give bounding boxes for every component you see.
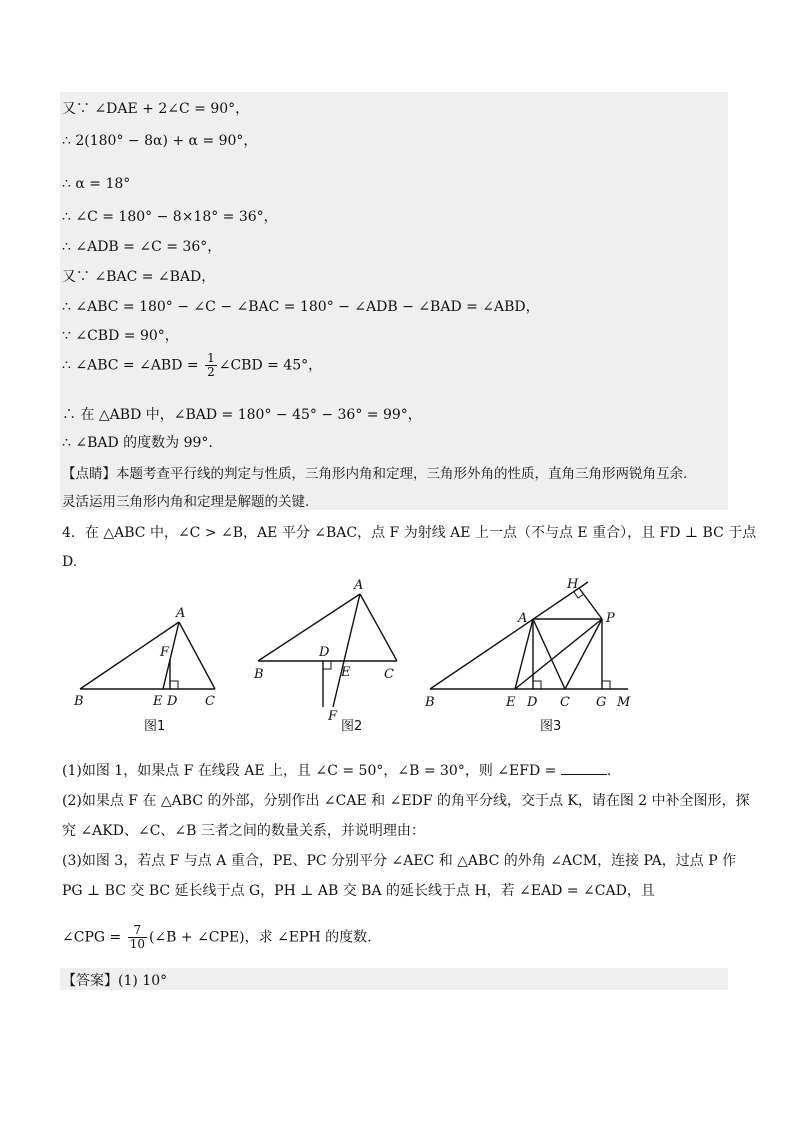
solution-line-8: ∵ ∠CBD = 90°， — [62, 328, 179, 344]
question-1-text: (1)如图 1，如果点 F 在线段 AE 上，且 ∠C = 50°，∠B = 30°，则 ∠EFD = — [62, 763, 561, 779]
solution-line-6: 又∵ ∠BAC = ∠BAD， — [62, 269, 216, 285]
solution-line-10: ∴ 在 △ABD 中，∠BAD = 180° − 45° − 36° = 99°， — [62, 407, 422, 423]
question-1-end: . — [606, 763, 612, 779]
solution-line-1: 又∵ ∠DAE + 2∠C = 90°， — [62, 101, 250, 117]
fig2-label-d: D — [319, 645, 330, 660]
solution-line-9-post: ∠CBD = 45°， — [218, 357, 323, 374]
solution-line-3: ∴ α = 18° — [62, 176, 131, 192]
answer-blank — [561, 762, 607, 775]
fraction-denominator: 2 — [207, 365, 215, 379]
fig1-label-e: E — [153, 694, 163, 709]
fig1-label-c: C — [205, 694, 215, 709]
fig3-label-d: D — [527, 695, 538, 710]
comment-line-1: 【点睛】本题考查平行线的判定与性质，三角形内角和定理，三角形外角的性质，直角三角形两锐角互余. — [62, 466, 688, 482]
fig1-label-b: B — [74, 694, 84, 709]
solution-line-2: ∴ 2(180° − 8α) + α = 90°， — [62, 133, 258, 149]
fig3-label-a: A — [518, 611, 528, 626]
solution-line-7: ∴ ∠ABC = 180° − ∠C − ∠BAC = 180° − ∠ADB − ∠BAD = ∠ABD， — [62, 299, 540, 315]
fig3-label-h: H — [567, 577, 579, 592]
fig3-label-m: M — [617, 695, 631, 710]
fig3-label-g: G — [596, 695, 607, 710]
fraction-numerator: 1 — [207, 351, 215, 365]
figure-1 — [73, 606, 215, 734]
fig3-label-c: C — [560, 695, 570, 710]
fig2-label-a: A — [354, 578, 364, 593]
question-2-line-1: (2)如果点 F 在 △ABC 的外部，分别作出 ∠CAE 和 ∠EDF 的角平分线，交于点 K，请在图 2 中补全图形，探 — [62, 793, 750, 809]
fig3-label-e: E — [506, 695, 516, 710]
fig1-label-f: F — [160, 645, 170, 660]
fig2-label-b: B — [254, 667, 264, 682]
fig3-label-p: P — [606, 611, 615, 626]
fig2-label-e: E — [341, 665, 351, 680]
fraction-seven-tenths — [128, 924, 147, 951]
solution-line-5: ∴ ∠ADB = ∠C = 36°， — [62, 239, 222, 255]
question-3-line-1: (3)如图 3，若点 F 与点 A 重合，PE、PC 分别平分 ∠AEC 和 △ABC 的外角 ∠ACM，连接 PA，过点 P 作 — [62, 853, 737, 869]
fig3-caption: 图3 — [540, 719, 562, 734]
solution-line-9-pre: ∴ ∠ABC = ∠ABD = — [62, 357, 204, 374]
question-3-post: (∠B + ∠CPE)，求 ∠EPH 的度数. — [148, 929, 372, 946]
fig2-label-f: F — [328, 709, 338, 724]
fig1-caption: 图1 — [144, 719, 166, 734]
figure-2 — [253, 578, 397, 734]
question-2-line-2: 究 ∠AKD、∠C、∠B 三者之间的数量关系，并说明理由： — [62, 823, 425, 839]
answer-line: 【答案】(1) 10° — [62, 973, 168, 989]
solution-line-9 — [62, 352, 322, 379]
question-3-line-2: PG ⊥ BC 交 BC 延长线于点 G，PH ⊥ AB 交 BA 的延长线于点 H，若 ∠EAD = ∠CAD，且 — [62, 883, 655, 899]
fig1-label-a: A — [176, 606, 186, 621]
question-3-line-3 — [62, 924, 372, 951]
problem-statement-line-1: 4．在 △ABC 中，∠C > ∠B，AE 平分 ∠BAC，点 F 为射线 AE 上一点（不与点 E 重合），且 FD ⊥ BC 于点 — [62, 525, 757, 541]
fraction-half — [205, 352, 217, 379]
fraction-numerator: 7 — [128, 924, 147, 938]
question-3-pre: ∠CPG = — [62, 929, 126, 946]
fig2-label-c: C — [384, 667, 394, 682]
figures-svg — [0, 570, 800, 740]
figure-3 — [424, 577, 631, 734]
comment-line-2: 灵活运用三角形内角和定理是解题的关键. — [62, 494, 310, 510]
fig3-label-b: B — [425, 695, 435, 710]
solution-line-11: ∴ ∠BAD 的度数为 99°. — [62, 435, 213, 451]
fig2-caption: 图2 — [341, 719, 363, 734]
fraction-denominator: 10 — [129, 937, 145, 951]
fig1-label-d: D — [167, 694, 178, 709]
solution-line-4: ∴ ∠C = 180° − 8×18° = 36°， — [62, 209, 278, 225]
problem-statement-line-2: D. — [62, 554, 78, 570]
question-1 — [62, 760, 611, 780]
